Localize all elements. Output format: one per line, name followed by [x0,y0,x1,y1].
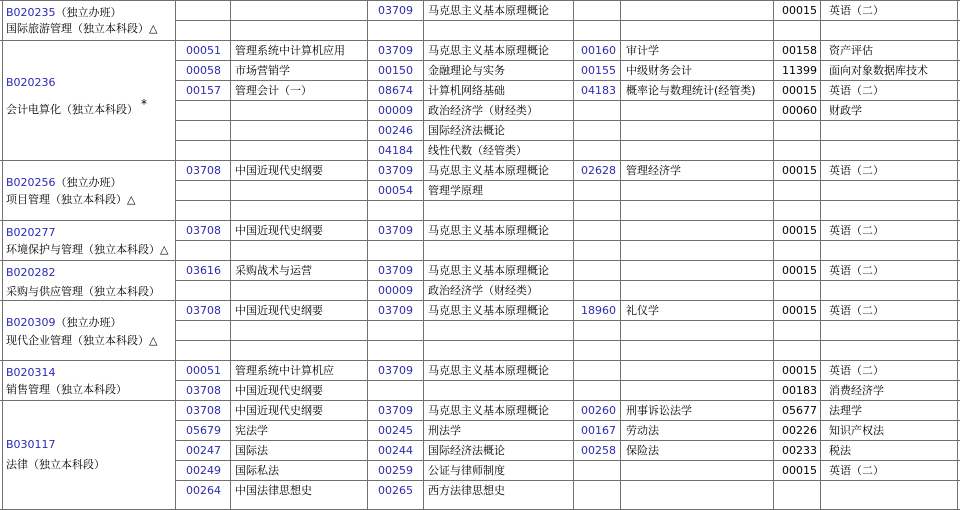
table-row-border [175,440,960,441]
course-code: 00260 [581,404,616,417]
major-code: B020282 [6,266,56,279]
table-row-border [0,260,960,261]
course-name: 管理经济学 [626,164,681,177]
table-row-border [175,200,960,201]
table-row-border [0,220,960,221]
major-name: 会计电算化（独立本科段） * [6,97,147,116]
course-code: 00051 [186,364,221,377]
course-code: 00246 [378,124,413,137]
major-name: 环境保护与管理（独立本科段）△ [6,243,169,256]
course-code: 00183 [782,384,817,397]
major-name: 法律（独立本科段） [6,458,105,471]
course-code: 00060 [782,104,817,117]
course-name: 国际经济法概论 [428,444,505,457]
course-code: 03709 [378,44,413,57]
course-name: 审计学 [626,44,659,57]
major-name: 采购与供应管理（独立本科段） [6,285,160,298]
course-name: 马克思主义基本原理概论 [428,44,549,57]
table-column-border [820,0,821,510]
course-code: 00233 [782,444,817,457]
course-code: 03708 [186,404,221,417]
table-column-border [423,0,424,510]
course-code: 00015 [782,4,817,17]
major-name: 现代企业管理（独立本科段）△ [6,334,158,347]
course-name: 概率论与数理统计(经管类) [626,84,756,97]
course-name: 礼仪学 [626,304,659,317]
course-name: 国际私法 [235,464,279,477]
course-name: 西方法律思想史 [428,484,505,497]
course-name: 英语（二） [829,364,884,377]
course-name: 劳动法 [626,424,659,437]
table-column-border [230,0,231,510]
major-name: 销售管理（独立本科段） [6,383,127,396]
course-code: 00157 [186,84,221,97]
course-code: 00054 [378,184,413,197]
course-code: 03708 [186,384,221,397]
course-code: 00009 [378,284,413,297]
course-code: 08674 [378,84,413,97]
course-code: 03709 [378,224,413,237]
table-row-border [175,120,960,121]
course-code: 00051 [186,44,221,57]
course-code: 03616 [186,264,221,277]
major-name: 国际旅游管理（独立本科段）△ [6,22,158,35]
table-column-border [2,0,3,510]
table-row-border [175,80,960,81]
course-name: 刑事诉讼法学 [626,404,692,417]
table-row-border [175,20,960,21]
course-name: 刑法学 [428,424,461,437]
course-name: 中国近现代史纲要 [235,164,323,177]
course-name: 马克思主义基本原理概论 [428,404,549,417]
course-name: 财政学 [829,104,862,117]
course-name: 消费经济学 [829,384,884,397]
course-name: 资产评估 [829,44,873,57]
course-code: 00265 [378,484,413,497]
course-code: 00009 [378,104,413,117]
course-name: 市场营销学 [235,64,290,77]
table-row-border [175,180,960,181]
major-code: B020309（独立办班） [6,316,122,329]
course-name: 线性代数（经管类） [428,144,527,157]
course-code: 00015 [782,264,817,277]
course-name: 国际法 [235,444,268,457]
course-name: 英语（二） [829,464,884,477]
course-name: 政治经济学（财经类） [428,104,538,117]
table-column-border [175,0,176,510]
course-code: 00249 [186,464,221,477]
course-name: 法理学 [829,404,862,417]
course-name: 中级财务会计 [626,64,692,77]
course-code: 03709 [378,304,413,317]
table-row-border [175,60,960,61]
course-name: 马克思主义基本原理概论 [428,164,549,177]
course-code: 04184 [378,144,413,157]
table-row-border [175,380,960,381]
major-code: B020236 [6,76,56,89]
table-row-border [0,360,960,361]
course-name: 中国近现代史纲要 [235,384,323,397]
course-name: 金融理论与实务 [428,64,505,77]
table-column-border [957,0,958,510]
course-name: 英语（二） [829,304,884,317]
major-code: B020314 [6,366,56,379]
course-name: 马克思主义基本原理概论 [428,264,549,277]
course-code: 03708 [186,224,221,237]
table-row-border [175,320,960,321]
course-name: 宪法学 [235,424,268,437]
table-row-border [0,300,960,301]
course-code: 00155 [581,64,616,77]
course-name: 管理系统中计算机应用 [235,44,345,57]
course-code: 00015 [782,84,817,97]
course-code: 00259 [378,464,413,477]
course-code: 11399 [782,64,817,77]
course-name: 政治经济学（财经类） [428,284,538,297]
course-code: 03709 [378,364,413,377]
course-name: 管理会计（一） [235,84,312,97]
course-name: 马克思主义基本原理概论 [428,4,549,17]
course-code: 03709 [378,164,413,177]
course-code: 00167 [581,424,616,437]
course-name: 英语（二） [829,4,884,17]
course-name: 中国法律思想史 [235,484,312,497]
course-code: 00258 [581,444,616,457]
table-column-border [620,0,621,510]
course-code: 05677 [782,404,817,417]
course-name: 管理学原理 [428,184,483,197]
major-code: B020235（独立办班） [6,6,122,19]
course-name: 保险法 [626,444,659,457]
course-name: 采购战术与运营 [235,264,312,277]
course-code: 00160 [581,44,616,57]
course-code: 00058 [186,64,221,77]
course-code: 00158 [782,44,817,57]
course-code: 03709 [378,404,413,417]
course-code: 03709 [378,264,413,277]
course-code: 03708 [186,164,221,177]
table-row-border [175,460,960,461]
major-name: 项目管理（独立本科段）△ [6,193,136,206]
course-code: 00015 [782,364,817,377]
course-code: 00247 [186,444,221,457]
course-code: 00245 [378,424,413,437]
course-name: 公证与律师制度 [428,464,505,477]
table-column-border [573,0,574,510]
course-name: 英语（二） [829,164,884,177]
table-row-border [175,240,960,241]
course-name: 马克思主义基本原理概论 [428,224,549,237]
table-column-border [367,0,368,510]
course-code: 00015 [782,164,817,177]
course-code: 18960 [581,304,616,317]
course-code: 03709 [378,4,413,17]
table-column-border [773,0,774,510]
course-code: 00015 [782,224,817,237]
table-row-border [175,420,960,421]
course-code: 00244 [378,444,413,457]
table-row-border [0,400,960,401]
course-name: 马克思主义基本原理概论 [428,364,549,377]
course-code: 00264 [186,484,221,497]
table-row-border [0,40,960,41]
course-code: 04183 [581,84,616,97]
table-row-border [175,480,960,481]
course-code: 00015 [782,304,817,317]
course-code: 03708 [186,304,221,317]
table-row-border [175,280,960,281]
course-code: 05679 [186,424,221,437]
major-code: B020277 [6,226,56,239]
course-name: 马克思主义基本原理概论 [428,304,549,317]
major-code: B020256（独立办班） [6,176,122,189]
course-code: 02628 [581,164,616,177]
major-code: B030117 [6,438,56,451]
course-name: 英语（二） [829,264,884,277]
course-name: 国际经济法概论 [428,124,505,137]
course-code: 00015 [782,464,817,477]
course-name: 计算机网络基础 [428,84,505,97]
course-name: 英语（二） [829,84,884,97]
footnote-mark: * [141,97,147,111]
course-code: 00226 [782,424,817,437]
table-row-border [0,160,960,161]
course-name: 面向对象数据库技术 [829,64,928,77]
course-name: 中国近现代史纲要 [235,404,323,417]
course-code: 00150 [378,64,413,77]
course-name: 中国近现代史纲要 [235,304,323,317]
table-row-border [175,140,960,141]
course-name: 知识产权法 [829,424,884,437]
table-row-border [175,340,960,341]
course-name: 管理系统中计算机应 [235,364,334,377]
course-name: 英语（二） [829,224,884,237]
table-row-border [175,100,960,101]
course-name: 中国近现代史纲要 [235,224,323,237]
table-row-border [0,0,960,1]
course-name: 税法 [829,444,851,457]
